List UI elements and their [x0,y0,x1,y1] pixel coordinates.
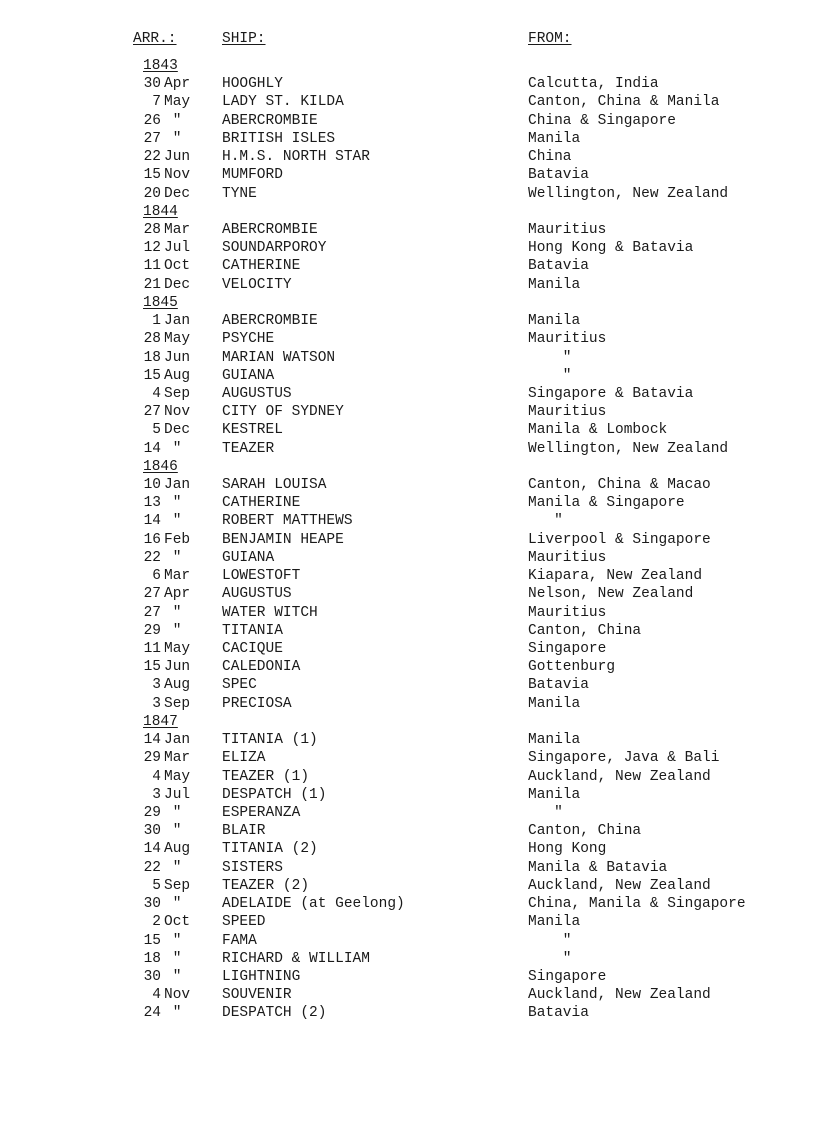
ship-name: TYNE [222,185,257,202]
arrival-day: 1 [152,313,161,330]
origin-port: Manila [528,276,581,293]
arrival-row [0,239,816,257]
origin-port: Mauritius [528,331,607,348]
arrival-month: Apr [164,586,191,603]
arrival-day: 3 [152,695,161,712]
origin-port: Canton, China [528,823,642,840]
arrival-month: Feb [164,531,191,548]
origin-port: " [528,932,572,949]
year-heading-row [0,713,816,731]
arrival-month: " [164,513,182,530]
ship-name: AUGUSTUS [222,385,292,402]
arrival-day: 29 [143,622,161,639]
arrival-day: 24 [143,1005,161,1022]
arrival-row [0,658,816,676]
ship-name: SOUVENIR [222,987,292,1004]
arrival-month: Jan [164,313,191,330]
arrival-month: " [164,622,182,639]
origin-port: Mauritius [528,549,607,566]
arrival-month: Jun [164,659,191,676]
arrival-day: 5 [152,422,161,439]
ship-name: MUMFORD [222,167,283,184]
arrival-row [0,604,816,622]
arrival-row [0,749,816,767]
ship-name: GUIANA [222,549,275,566]
arrival-month: " [164,549,182,566]
arrival-month: Nov [164,987,191,1004]
year-heading: 1845 [143,294,178,311]
origin-port: Hong Kong [528,841,607,858]
ship-name: AUGUSTUS [222,586,292,603]
arrival-row [0,695,816,713]
arrival-row [0,950,816,968]
arrival-day: 14 [143,732,161,749]
origin-port: Canton, China & Macao [528,477,711,494]
ship-name: TEAZER [222,440,275,457]
year-heading: 1846 [143,458,178,475]
ship-name: BRITISH ISLES [222,130,336,147]
arrival-day: 21 [143,276,161,293]
origin-port: Calcutta, India [528,76,659,93]
arrival-month: Jul [164,786,191,803]
arrival-day: 18 [143,950,161,967]
arrival-month: Oct [164,258,191,275]
arrivals-list [0,57,816,1023]
ship-name: CITY OF SYDNEY [222,404,344,421]
ship-name: KESTREL [222,422,283,439]
arrival-month: " [164,604,182,621]
arrival-month: " [164,823,182,840]
arrival-month: " [164,804,182,821]
arrival-month: Jun [164,349,191,366]
year-heading-row [0,458,816,476]
arrival-day: 30 [143,968,161,985]
arrival-row [0,895,816,913]
ship-name: TITANIA (2) [222,841,318,858]
ship-name: CATHERINE [222,258,301,275]
origin-port: " [528,513,563,530]
arrival-month: " [164,495,182,512]
year-heading: 1844 [143,203,178,220]
origin-port: Liverpool & Singapore [528,531,711,548]
arrival-month: " [164,1005,182,1022]
arrival-row [0,130,816,148]
origin-port: Manila [528,732,581,749]
arrival-row [0,786,816,804]
ship-name: DESPATCH (2) [222,1005,327,1022]
origin-port: Manila & Singapore [528,495,685,512]
arrival-row [0,276,816,294]
arrival-day: 28 [143,331,161,348]
origin-port: Batavia [528,258,589,275]
arrival-row [0,440,816,458]
arrival-row [0,93,816,111]
ship-name: BENJAMIN HEAPE [222,531,344,548]
arrival-row [0,585,816,603]
arrival-day: 18 [143,349,161,366]
arrival-month: May [164,94,191,111]
arrival-month: Dec [164,276,191,293]
header-arrival: ARR.: [133,31,177,47]
arrival-day: 5 [152,877,161,894]
ship-name: ROBERT MATTHEWS [222,513,353,530]
arrival-month: Dec [164,185,191,202]
arrival-month: Sep [164,695,191,712]
arrival-day: 12 [143,240,161,257]
arrival-row [0,676,816,694]
arrival-row [0,312,816,330]
arrival-day: 28 [143,221,161,238]
arrival-row [0,768,816,786]
ship-name: SARAH LOUISA [222,477,327,494]
origin-port: Canton, China & Manila [528,94,720,111]
arrival-row [0,112,816,130]
ship-name: HOOGHLY [222,76,283,93]
origin-port: Batavia [528,167,589,184]
arrival-row [0,330,816,348]
origin-port: China [528,149,572,166]
arrival-month: " [164,859,182,876]
arrival-row [0,185,816,203]
arrival-row [0,731,816,749]
ship-name: TEAZER (1) [222,768,310,785]
arrival-day: 4 [152,385,161,402]
arrival-row [0,476,816,494]
origin-port: Mauritius [528,221,607,238]
ship-name: ABERCROMBIE [222,221,318,238]
arrival-day: 27 [143,586,161,603]
ship-name: LIGHTNING [222,968,301,985]
ship-name: ADELAIDE (at Geelong) [222,896,405,913]
arrival-month: May [164,641,191,657]
arrival-row [0,75,816,93]
arrival-month: " [164,932,182,949]
ship-name: CALEDONIA [222,659,301,676]
arrival-day: 22 [143,149,161,166]
arrival-day: 6 [152,568,161,585]
arrival-month: Sep [164,877,191,894]
origin-port: Manila [528,313,581,330]
ship-name: PRECIOSA [222,695,292,712]
ship-name: ABERCROMBIE [222,112,318,129]
arrival-row [0,877,816,895]
arrival-month: " [164,950,182,967]
arrival-month: May [164,331,191,348]
arrival-day: 27 [143,130,161,147]
arrival-day: 4 [152,768,161,785]
origin-port: " [528,349,572,366]
origin-port: Kiapara, New Zealand [528,568,703,585]
arrival-day: 29 [143,804,161,821]
arrival-day: 30 [143,896,161,913]
ship-name: MARIAN WATSON [222,349,336,366]
arrival-month: " [164,112,182,129]
arrival-month: Mar [164,221,191,238]
arrival-day: 16 [143,531,161,548]
arrival-row [0,1004,816,1022]
arrival-row [0,512,816,530]
origin-port: China & Singapore [528,112,676,129]
arrival-day: 3 [152,786,161,803]
origin-port: Auckland, New Zealand [528,768,711,785]
arrival-month: May [164,768,191,785]
ship-name: H.M.S. NORTH STAR [222,149,370,166]
arrival-day: 11 [143,641,161,657]
arrival-row [0,367,816,385]
arrival-month: Apr [164,76,191,93]
origin-port: Singapore, Java & Bali [528,750,720,767]
arrival-month: Sep [164,385,191,402]
year-heading-row [0,294,816,312]
ship-name: FAMA [222,932,257,949]
origin-port: Hong Kong & Batavia [528,240,694,257]
arrival-row [0,640,816,658]
ship-name: SPEED [222,914,266,931]
arrival-day: 11 [143,258,161,275]
ship-name: RICHARD & WILLIAM [222,950,370,967]
arrival-row [0,166,816,184]
origin-port: Singapore [528,968,607,985]
ship-name: ESPERANZA [222,804,301,821]
arrival-month: Jul [164,240,191,257]
origin-port: Auckland, New Zealand [528,877,711,894]
arrival-day: 30 [143,76,161,93]
arrival-row [0,349,816,367]
arrival-row [0,968,816,986]
ship-name: SPEC [222,677,257,694]
ship-name: VELOCITY [222,276,292,293]
arrival-row [0,257,816,275]
ship-name: SOUNDARPOROY [222,240,327,257]
origin-port: Manila [528,914,581,931]
arrival-day: 15 [143,367,161,384]
arrival-month: Aug [164,677,191,694]
arrival-row [0,385,816,403]
origin-port: Auckland, New Zealand [528,987,711,1004]
ship-name: LADY ST. KILDA [222,94,344,111]
origin-port: Wellington, New Zealand [528,440,729,457]
arrival-month: Nov [164,167,191,184]
arrival-month: " [164,896,182,913]
arrival-day: 15 [143,659,161,676]
ship-name: TITANIA [222,622,283,639]
origin-port: Batavia [528,1005,589,1022]
arrival-row [0,986,816,1004]
arrival-month: Nov [164,404,191,421]
origin-port: China, Manila & Singapore [528,896,746,913]
arrival-row [0,567,816,585]
origin-port: Manila [528,695,581,712]
ship-name: TITANIA (1) [222,732,318,749]
arrival-day: 30 [143,823,161,840]
origin-port: Wellington, New Zealand [528,185,729,202]
ship-name: ABERCROMBIE [222,313,318,330]
arrival-month: Aug [164,841,191,858]
arrival-day: 4 [152,987,161,1004]
arrival-day: 29 [143,750,161,767]
arrival-row [0,221,816,239]
arrival-day: 2 [152,914,161,931]
arrival-row [0,913,816,931]
arrival-day: 13 [143,495,161,512]
arrival-day: 27 [143,604,161,621]
arrival-month: Dec [164,422,191,439]
arrival-row [0,148,816,166]
ship-name: CATHERINE [222,495,301,512]
arrival-row [0,840,816,858]
arrival-day: 14 [143,841,161,858]
ship-name: PSYCHE [222,331,275,348]
origin-port: " [528,804,563,821]
origin-port: Singapore & Batavia [528,385,694,402]
arrival-day: 15 [143,167,161,184]
origin-port: Batavia [528,677,589,694]
arrival-month: " [164,968,182,985]
year-heading-row [0,203,816,221]
arrival-row [0,859,816,877]
year-heading: 1843 [143,58,178,74]
arrival-row [0,494,816,512]
ship-name: TEAZER (2) [222,877,310,894]
arrival-month: Mar [164,750,191,767]
arrival-row [0,549,816,567]
origin-port: Manila & Lombock [528,422,668,439]
origin-port: Canton, China [528,622,642,639]
arrival-day: 22 [143,859,161,876]
arrival-month: Jan [164,732,191,749]
origin-port: Manila & Batavia [528,859,668,876]
header-from: FROM: [528,31,572,47]
origin-port: Nelson, New Zealand [528,586,694,603]
ship-name: DESPATCH (1) [222,786,327,803]
origin-port: " [528,950,572,967]
arrival-day: 7 [152,94,161,111]
origin-port: Mauritius [528,604,607,621]
origin-port: " [528,367,572,384]
arrival-row [0,804,816,822]
arrival-day: 14 [143,440,161,457]
arrival-month: Jun [164,149,191,166]
arrival-row [0,932,816,950]
ship-name: LOWESTOFT [222,568,301,585]
arrival-month: " [164,130,182,147]
arrival-row [0,822,816,840]
arrival-month: " [164,440,182,457]
ship-name: WATER WITCH [222,604,318,621]
arrival-row [0,622,816,640]
header-ship: SHIP: [222,31,266,47]
arrival-day: 10 [143,477,161,494]
origin-port: Mauritius [528,404,607,421]
year-heading-row [0,57,816,75]
arrival-month: Jan [164,477,191,494]
arrival-month: Mar [164,568,191,585]
arrival-day: 22 [143,549,161,566]
origin-port: Manila [528,786,581,803]
arrival-day: 14 [143,513,161,530]
ship-name: GUIANA [222,367,275,384]
arrival-day: 15 [143,932,161,949]
arrival-month: Oct [164,914,191,931]
arrival-day: 27 [143,404,161,421]
arrival-day: 20 [143,185,161,202]
arrival-row [0,531,816,549]
arrival-row [0,421,816,439]
origin-port: Manila [528,130,581,147]
ship-name: SISTERS [222,859,283,876]
arrival-day: 26 [143,112,161,129]
origin-port: Gottenburg [528,659,616,676]
arrival-day: 3 [152,677,161,694]
ship-name: ELIZA [222,750,266,767]
ship-name: BLAIR [222,823,266,840]
ship-name: CACIQUE [222,641,283,657]
origin-port: Singapore [528,641,607,657]
arrival-month: Aug [164,367,191,384]
arrival-row [0,403,816,421]
year-heading: 1847 [143,713,178,730]
